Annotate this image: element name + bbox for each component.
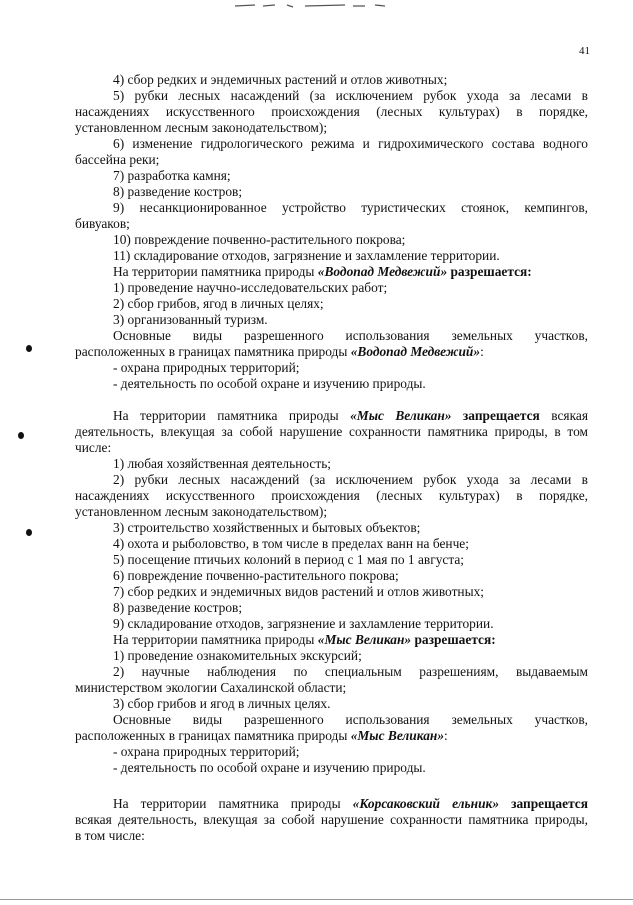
page-number: 41 — [579, 45, 590, 57]
list-item: 2) научные наблюдения по специальным разрешениям, выдаваемым — [113, 664, 588, 679]
prohibition-heading-cont: числе: — [75, 440, 112, 455]
list-item: 7) сбор редких и эндемичных видов растений и отлов животных; — [113, 584, 485, 599]
list-item: 6) повреждение почвенно-растительного покрова; — [113, 568, 399, 583]
punch-mark — [18, 432, 24, 439]
list-item-cont: бивуаков; — [75, 216, 130, 231]
monument-name: «Корсаковский ельник» — [352, 796, 500, 811]
list-item-cont: насаждениях искусственного происхождения (лесных культурах) в порядке, — [75, 488, 588, 503]
land-use-text-cont: расположенных в границах памятника природы «Мыс Великан»: — [75, 728, 448, 743]
list-item: - деятельность по особой охране и изучению природы. — [113, 760, 426, 775]
list-item: 10) повреждение почвенно-растительного покрова; — [113, 232, 406, 247]
list-item: 8) разведение костров; — [113, 184, 243, 199]
punch-mark — [26, 529, 32, 536]
prohibition-heading-cont: деятельность, влекущая за собой нарушение сохранности памятника природы, в том — [75, 424, 588, 439]
list-item: - охрана природных территорий; — [113, 360, 300, 375]
list-item: 5) рубки лесных насаждений (за исключением рубок ухода за лесами в — [113, 88, 588, 103]
prohibition-heading-cont: в том числе: — [75, 828, 145, 843]
list-item: 4) охота и рыболовство, в том числе в пределах ванн на бенче; — [113, 536, 469, 551]
list-item: 11) складирование отходов, загрязнение и захламление территории. — [113, 248, 500, 263]
punch-mark — [26, 345, 32, 352]
list-item: 1) проведение научно-исследовательских работ; — [113, 280, 388, 295]
list-item-cont: насаждениях искусственного происхождения (лесных культурах) в порядке, — [75, 104, 588, 119]
monument-name: «Мыс Великан» — [317, 632, 412, 647]
list-item: 2) рубки лесных насаждений (за исключением рубок ухода за лесами в — [113, 472, 588, 487]
monument-name: «Водопад Медвежий» — [350, 344, 481, 359]
list-item-cont: установленном лесным законодательством); — [75, 504, 328, 519]
list-item: 3) строительство хозяйственных и бытовых объектов; — [113, 520, 421, 535]
list-item: 8) разведение костров; — [113, 600, 243, 615]
list-item-cont: министерством экологии Сахалинской области; — [75, 680, 347, 695]
list-item: 1) любая хозяйственная деятельность; — [113, 456, 332, 471]
allowed-heading: На территории памятника природы «Мыс Великан» разрешается: — [113, 632, 496, 647]
monument-name: «Водопад Медвежий» — [317, 264, 448, 279]
scan-artifact — [235, 3, 395, 8]
list-item: 9) складирование отходов, загрязнение и захламление территории. — [113, 616, 494, 631]
allowed-heading: На территории памятника природы «Водопад Медвежий» разрешается: — [113, 264, 532, 279]
list-item: 5) посещение птичьих колоний в период с 1 мая по 1 августа; — [113, 552, 465, 567]
list-item: 7) разработка камня; — [113, 168, 231, 183]
land-use-text-cont: расположенных в границах памятника природы «Водопад Медвежий»: — [75, 344, 484, 359]
list-item: 2) сбор грибов, ягод в личных целях; — [113, 296, 324, 311]
prohibition-heading: На территории памятника природы «Корсаковский ельник» запрещается — [113, 796, 588, 811]
land-use-text: Основные виды разрешенного использования земельных участков, — [113, 328, 588, 343]
list-item: 4) сбор редких и эндемичных растений и отлов животных; — [113, 72, 448, 87]
list-item: - охрана природных территорий; — [113, 744, 300, 759]
list-item: 9) несанкционированное устройство туристических стоянок, кемпингов, — [113, 200, 588, 215]
list-item: 3) организованный туризм. — [113, 312, 268, 327]
list-item-cont: бассейна реки; — [75, 152, 160, 167]
prohibition-heading: На территории памятника природы «Мыс Великан» запрещается всякая — [113, 408, 588, 423]
prohibition-heading-cont: всякая деятельность, влекущая за собой нарушение сохранности памятника природы, — [75, 812, 588, 827]
list-item: 6) изменение гидрологического режима и гидрохимического состава водного — [113, 136, 588, 151]
list-item-cont: установленном лесным законодательством); — [75, 120, 328, 135]
monument-name: «Мыс Великан» — [350, 408, 452, 423]
list-item: - деятельность по особой охране и изучению природы. — [113, 376, 426, 391]
page-edge — [0, 899, 633, 900]
list-item: 3) сбор грибов и ягод в личных целях. — [113, 696, 331, 711]
list-item: 1) проведение ознакомительных экскурсий; — [113, 648, 362, 663]
land-use-text: Основные виды разрешенного использования земельных участков, — [113, 712, 588, 727]
monument-name: «Мыс Великан» — [350, 728, 445, 743]
